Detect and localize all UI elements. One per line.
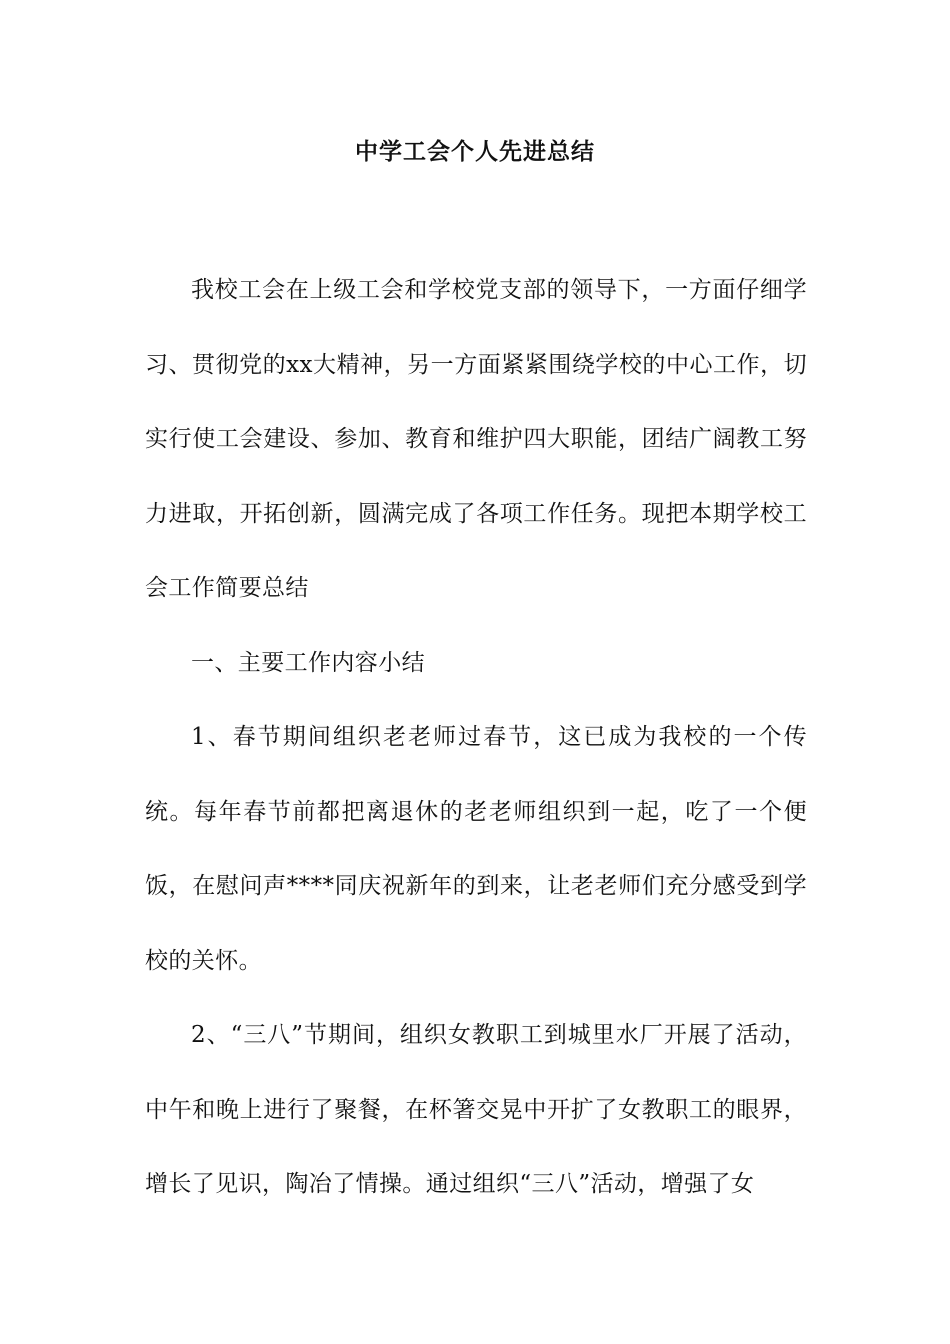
document-body [145,253,807,1222]
paragraph-item-1: 1、春节期间组织老老师过春节，这已成为我校的一个传统。每年春节前都把离退休的老老师组织到一起，吃了一个便饭，在慰问声****同庆祝新年的到来，让老老师们充分感受到学校的关怀。 [145,724,807,974]
paragraph-intro: 我校工会在上级工会和学校党支部的领导下，一方面仔细学习、贯彻党的xx大精神，另一方面紧紧围绕学校的中心工作，切实行使工会建设、参加、教育和维护四大职能，团结广阔教工努力进取，开拓创新，圆满完成了各项工作任务。现把本期学校工会工作简要总结 [145,277,807,601]
paragraph-item-2: 2、“三八”节期间，组织女教职工到城里水厂开展了活动，中午和晚上进行了聚餐，在杯箸交晃中开扩了女教职工的眼界，增长了见识，陶冶了情操。通过组织“三八”活动，增强了女 [145,1022,807,1197]
section-heading-main-work: 一、主要工作内容小结 [191,649,425,676]
document-title: 中学工会个人先进总结 [355,138,595,165]
